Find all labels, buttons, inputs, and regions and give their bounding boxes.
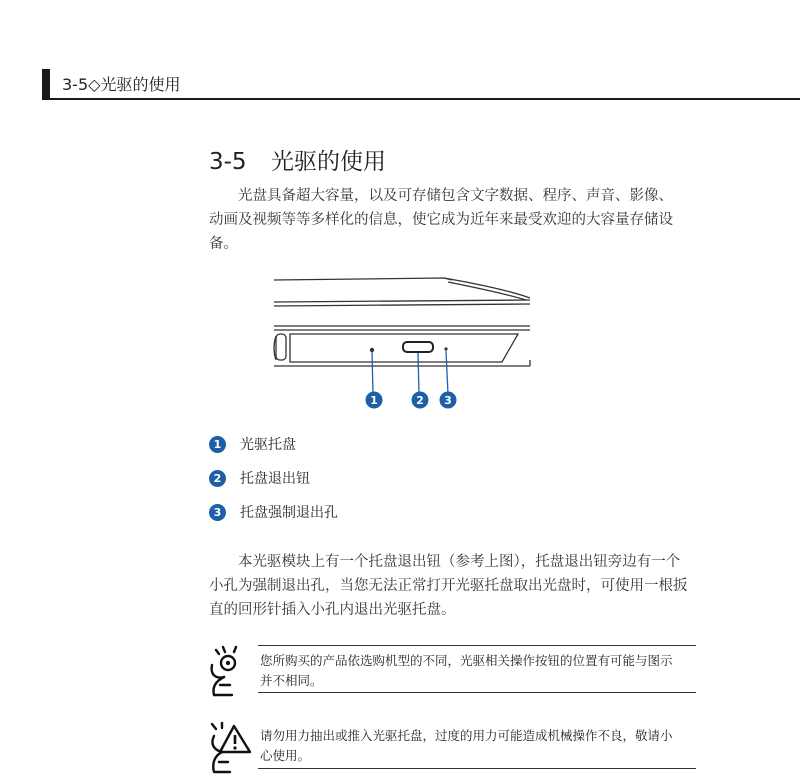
body-line: 小孔为强制退出孔，当您无法正常打开光驱托盘取出光盘时，可使用一根扳	[209, 578, 688, 594]
legend-item-emergency-hole	[209, 502, 338, 522]
legend-label: 托盘强制退出孔	[240, 505, 338, 521]
drive-tray-outline	[274, 334, 518, 362]
info-note-top-rule	[258, 645, 696, 646]
body-line: 本光驱模块上有一个托盘退出钮（参考上图），托盘退出钮旁边有一个	[238, 554, 681, 570]
callout-leaders	[372, 351, 448, 394]
info-note-text	[260, 651, 696, 691]
legend-badge: 1	[209, 436, 226, 453]
title-text: 光驱的使用	[271, 149, 386, 175]
page-title	[209, 143, 386, 176]
info-note	[206, 645, 696, 695]
optical-drive-figure	[268, 270, 534, 420]
body-paragraph	[209, 550, 697, 622]
laptop-top-lid	[274, 278, 530, 306]
intro-paragraph	[209, 184, 697, 256]
legend-label: 光驱托盘	[240, 437, 296, 453]
warning-note	[206, 722, 696, 772]
svg-text:1: 1	[370, 394, 378, 407]
callout-3	[440, 392, 457, 409]
info-note-bottom-rule	[258, 692, 696, 693]
note-line: 心使用。	[260, 748, 311, 763]
note-line: 并不相同。	[260, 673, 323, 688]
legend-item-eject-button	[209, 468, 310, 488]
header-section-label: 3-5◇光驱的使用	[62, 75, 181, 94]
emergency-eject-hole	[444, 347, 447, 350]
body-line: 直的回形针插入小孔内退出光驱托盘。	[209, 602, 456, 618]
warning-person-icon	[206, 722, 254, 774]
intro-line: 光盘具备超大容量，以及可存储包含文字数据、程序、声音、影像、	[238, 188, 673, 204]
eject-button	[403, 342, 433, 352]
legend-item-tray	[209, 434, 296, 454]
svg-text:2: 2	[416, 394, 424, 407]
note-line: 您所购买的产品依选购机型的不同，光驱相关操作按钮的位置有可能与图示	[260, 653, 673, 668]
intro-line: 动画及视频等等多样化的信息，使它成为近年来最受欢迎的大容量存储设	[209, 212, 673, 228]
note-line: 请勿用力抽出或推入光驱托盘，过度的用力可能造成机械操作不良，敬请小	[260, 728, 673, 743]
callout-1	[366, 392, 383, 409]
header-rule	[42, 98, 800, 100]
title-number: 3-5	[209, 149, 247, 175]
intro-line: 备。	[209, 236, 238, 252]
header-bar	[42, 69, 50, 99]
info-person-icon	[206, 645, 252, 699]
warning-note-text	[260, 726, 696, 766]
callout-2	[412, 392, 429, 409]
legend-badge: 2	[209, 470, 226, 487]
warning-note-bottom-rule	[258, 768, 696, 769]
drive-tray-dot	[370, 348, 374, 352]
svg-text:3: 3	[444, 394, 452, 407]
legend-badge: 3	[209, 504, 226, 521]
legend-label: 托盘退出钮	[240, 471, 310, 487]
